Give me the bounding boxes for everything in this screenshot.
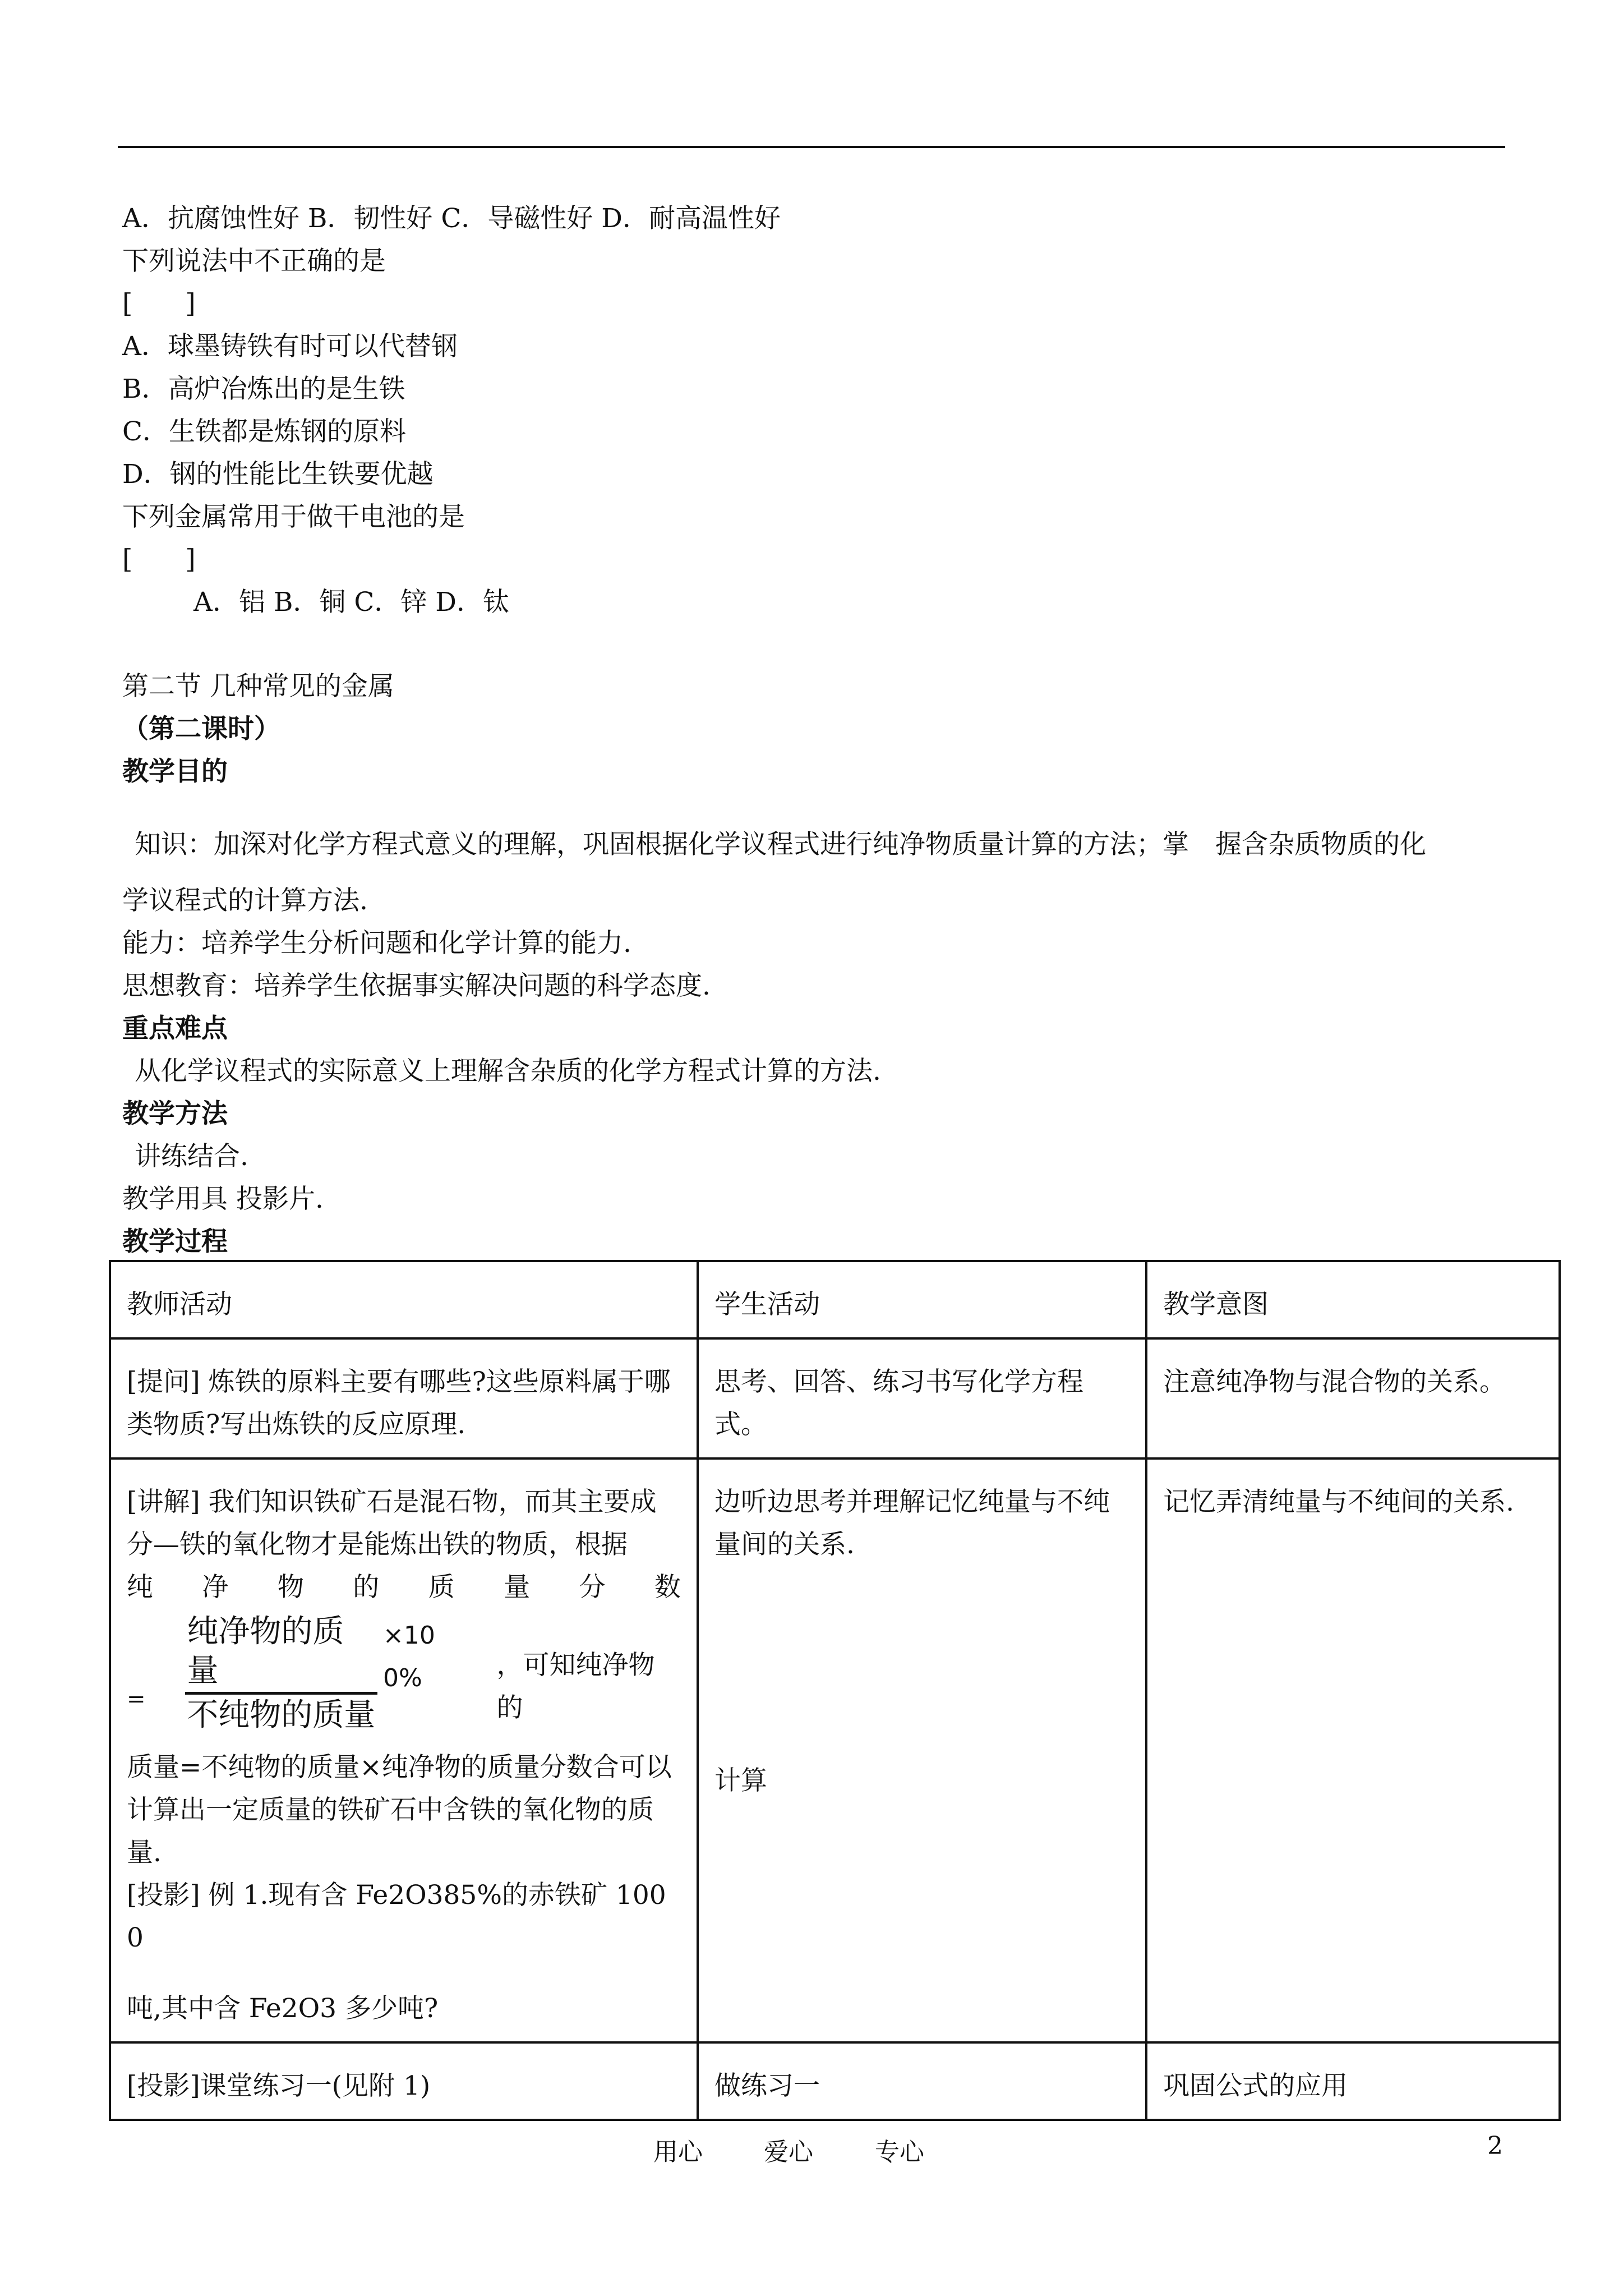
row2-teacher-example-line2: 吨,其中含 Fe2O3 多少吨? (127, 1993, 439, 2024)
row2-teacher-intro: [讲解] 我们知识铁矿石是混石物，而其主要成分—铁的氧化物才是能炼出铁的物质，根据 (127, 1487, 657, 1560)
spread-char: 分 (579, 1572, 606, 1603)
question-2-stem: 下列说法中不正确的是 (122, 246, 386, 277)
spread-char: 净 (202, 1572, 229, 1603)
question-3-options: A．铝 B．铜 C．锌 D．钛 (193, 587, 509, 618)
methods-text: 讲练结合. (135, 1141, 248, 1172)
page-number: 2 (1487, 2132, 1503, 2160)
header-rule (118, 146, 1505, 148)
objective-moral: 思想教育：培养学生依据事实解决问题的科学态度. (122, 970, 711, 1001)
header-student-activity: 学生活动 (698, 1261, 1146, 1338)
table-row (110, 1338, 1560, 1458)
spread-char: 量 (504, 1572, 531, 1603)
lesson-period: （第二课时） (122, 714, 280, 744)
row1-intent: 注意纯净物与混合物的关系。 (1146, 1338, 1560, 1458)
lesson-process-table (109, 1260, 1561, 2121)
spread-char: 的 (353, 1572, 380, 1603)
spread-char: 数 (654, 1572, 681, 1603)
question-2-bracket: [ ] (122, 288, 196, 319)
table-row (110, 2042, 1560, 2120)
row2-teacher-spread-line (127, 1566, 681, 1609)
methods-heading: 教学方法 (122, 1098, 228, 1129)
question-2-option-d: D．钢的性能比生铁要优越 (122, 459, 434, 490)
formula-fraction (185, 1612, 378, 1735)
key-points-heading: 重点难点 (122, 1013, 228, 1044)
spread-char: 物 (277, 1572, 304, 1603)
spread-char: 纯 (127, 1572, 153, 1603)
row2-teacher-example-line1: [投影] 例 1.现有含 Fe2O385%的赤铁矿 1000 (127, 1880, 666, 1953)
row1-student: 思考、回答、练习书写化学方程式。 (698, 1338, 1146, 1458)
row2-student-calc: 计算 (714, 1765, 767, 1796)
formula-times-100: ×100% (383, 1621, 435, 1692)
formula-numerator: 纯净物的质量 (185, 1612, 378, 1695)
footer-word-3: 专心 (875, 2138, 924, 2166)
question-2-option-c: C．生铁都是炼钢的原料 (122, 416, 406, 447)
row1-teacher: [提问] 炼铁的原料主要有哪些?这些原料属于哪类物质?写出炼铁的反应原理. (110, 1338, 698, 1458)
objectives-heading: 教学目的 (122, 756, 228, 787)
methods-tools: 教学用具 投影片. (122, 1184, 324, 1214)
table-header-row (110, 1261, 1560, 1338)
row3-intent: 巩固公式的应用 (1146, 2042, 1560, 2120)
key-points-text: 从化学议程式的实际意义上理解含杂质的化学方程式计算的方法. (135, 1056, 881, 1087)
objective-knowledge-line2: 学议程式的计算方法. (122, 885, 368, 916)
mass-fraction-formula (127, 1612, 681, 1735)
table-row (110, 1458, 1560, 2042)
row2-student (698, 1458, 1146, 2042)
spread-char: 质 (428, 1572, 455, 1603)
row2-teacher-after-formula: ，可知纯净物的 (496, 1650, 655, 1723)
formula-equals: = (127, 1686, 146, 1712)
objective-knowledge-line1: 知识：加深对化学方程式意义的理解，巩固根据化学议程式进行纯净物质量计算的方法；掌 握含杂质物质的化 (135, 829, 1426, 860)
section-title: 第二节 几种常见的金属 (122, 671, 394, 702)
row2-teacher-continuation: 质量=不纯物的质量×纯净物的质量分数合可以计算出一定质量的铁矿石中含铁的氧化物的质量. (127, 1752, 672, 1868)
question-3-bracket: [ ] (122, 544, 196, 575)
row2-teacher (110, 1458, 698, 2042)
process-heading: 教学过程 (122, 1226, 228, 1257)
question-3-stem: 下列金属常用于做干电池的是 (122, 501, 465, 532)
footer-word-2: 爱心 (764, 2138, 813, 2166)
header-teacher-activity: 教师活动 (110, 1261, 698, 1338)
objective-ability: 能力：培养学生分析问题和化学计算的能力. (122, 928, 631, 959)
row3-student: 做练习一 (698, 2042, 1146, 2120)
question-options-previous: A．抗腐蚀性好 B．韧性好 C．导磁性好 D．耐高温性好 (122, 203, 781, 234)
header-teaching-intent: 教学意图 (1146, 1261, 1560, 1338)
question-2-option-b: B．高炉冶炼出的是生铁 (122, 374, 405, 404)
row2-intent: 记忆弄清纯量与不纯间的关系. (1146, 1458, 1560, 2042)
row2-student-listen: 边听边思考并理解记忆纯量与不纯量间的关系. (714, 1487, 1110, 1560)
footer-word-1: 用心 (653, 2138, 703, 2166)
question-2-option-a: A．球墨铸铁有时可以代替钢 (122, 331, 458, 362)
formula-denominator: 不纯物的质量 (187, 1697, 376, 1733)
row3-teacher: [投影]课堂练习一(见附 1) (110, 2042, 698, 2120)
